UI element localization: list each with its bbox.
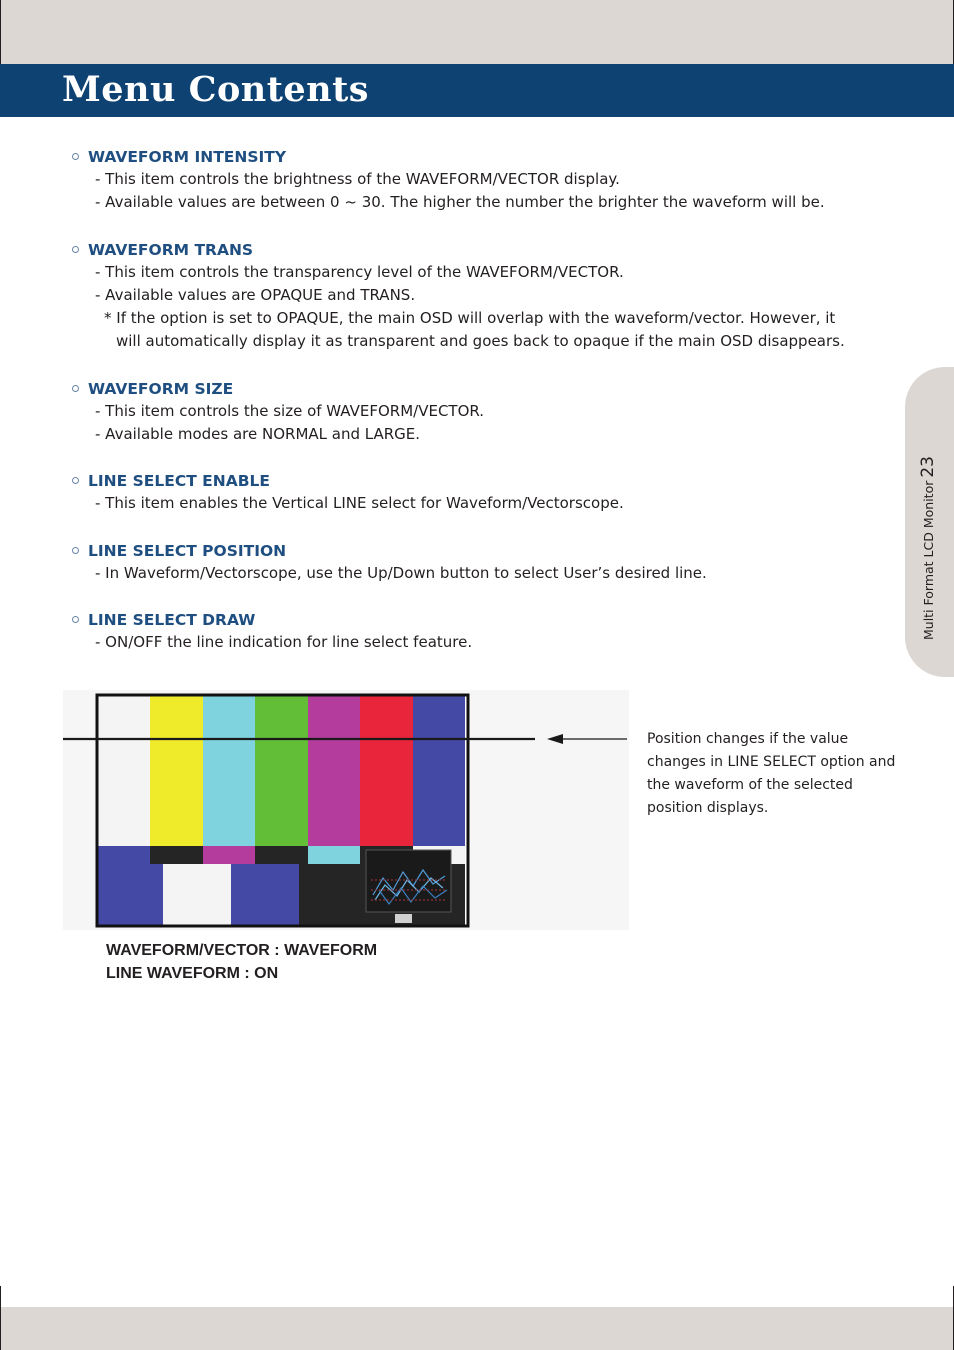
arrow-left-icon — [547, 734, 563, 744]
bar-green — [255, 696, 308, 846]
section-title: LINE SELECT ENABLE — [72, 470, 902, 492]
pluge-purple — [231, 864, 299, 925]
description-line: - In Waveform/Vectorscope, use the Up/Down button to select User’s desired line. — [95, 564, 707, 582]
side-tab-product: Multi Format LCD Monitor — [921, 480, 936, 640]
description-line: - Available modes are NORMAL and LARGE. — [95, 425, 421, 443]
bullet-icon — [72, 616, 79, 623]
top-margin-band — [0, 0, 954, 64]
section-waveform-intensity — [72, 146, 902, 214]
color-bar-figure — [63, 690, 629, 930]
bar-blue — [413, 696, 465, 846]
bottom-margin-band — [0, 1307, 954, 1350]
description-line: - This item controls the size of WAVEFORM/VECTOR. — [95, 402, 485, 420]
crop-mark — [0, 0, 1, 64]
bar-red — [360, 696, 413, 846]
mid-strip-blue — [98, 846, 150, 864]
page-number: 23 — [918, 456, 938, 478]
bar-magenta — [308, 696, 360, 846]
mid-strip-cyan — [308, 846, 360, 864]
osd-indicator — [395, 914, 412, 923]
color-bar-svg — [63, 690, 629, 930]
bullet-icon — [72, 547, 79, 554]
side-tab-label — [918, 456, 938, 640]
section-waveform-trans — [72, 239, 902, 353]
description-line: - Available values are OPAQUE and TRANS. — [95, 286, 416, 304]
crop-mark — [0, 1286, 1, 1350]
section-title: LINE SELECT POSITION — [72, 540, 902, 562]
section-line-select-draw — [72, 609, 902, 654]
section-title: LINE SELECT DRAW — [72, 609, 902, 631]
bullet-icon — [72, 153, 79, 160]
section-title: WAVEFORM INTENSITY — [72, 146, 902, 168]
section-title: WAVEFORM SIZE — [72, 378, 902, 400]
note-line: * If the option is set to OPAQUE, the main OSD will overlap with the waveform/vector. However, it — [104, 309, 836, 327]
pluge-blue — [98, 864, 163, 925]
pluge-white — [163, 864, 231, 925]
description-line: - Available values are between 0 ~ 30. The higher the number the brighter the waveform will be. — [95, 193, 825, 211]
description-line: - This item controls the transparency level of the WAVEFORM/VECTOR. — [95, 263, 624, 281]
bullet-icon — [72, 385, 79, 392]
mid-strip-black — [255, 846, 308, 864]
description-line: - ON/OFF the line indication for line select feature. — [95, 633, 473, 651]
page-title: Menu Contents — [62, 69, 369, 110]
mid-strip-magenta — [203, 846, 255, 864]
figure-caption: Position changes if the value changes in LINE SELECT option and the waveform of the selected position displays. — [647, 731, 896, 816]
section-title: WAVEFORM TRANS — [72, 239, 902, 261]
figure-label-line-waveform: LINE WAVEFORM : ON — [106, 965, 279, 982]
description-line: - This item controls the brightness of the WAVEFORM/VECTOR display. — [95, 170, 620, 188]
section-line-select-enable — [72, 470, 902, 515]
bar-white — [98, 696, 150, 846]
note-line: will automatically display it as transparent and goes back to opaque if the main OSD disappears. — [116, 332, 845, 350]
section-waveform-size — [72, 378, 902, 446]
bar-yellow — [150, 696, 203, 846]
bullet-icon — [72, 246, 79, 253]
bullet-icon — [72, 477, 79, 484]
mid-strip-black — [150, 846, 203, 864]
section-line-select-position — [72, 540, 902, 585]
figure-label-mode: WAVEFORM/VECTOR : WAVEFORM — [106, 942, 378, 959]
bar-cyan — [203, 696, 255, 846]
description-line: - This item enables the Vertical LINE select for Waveform/Vectorscope. — [95, 494, 624, 512]
